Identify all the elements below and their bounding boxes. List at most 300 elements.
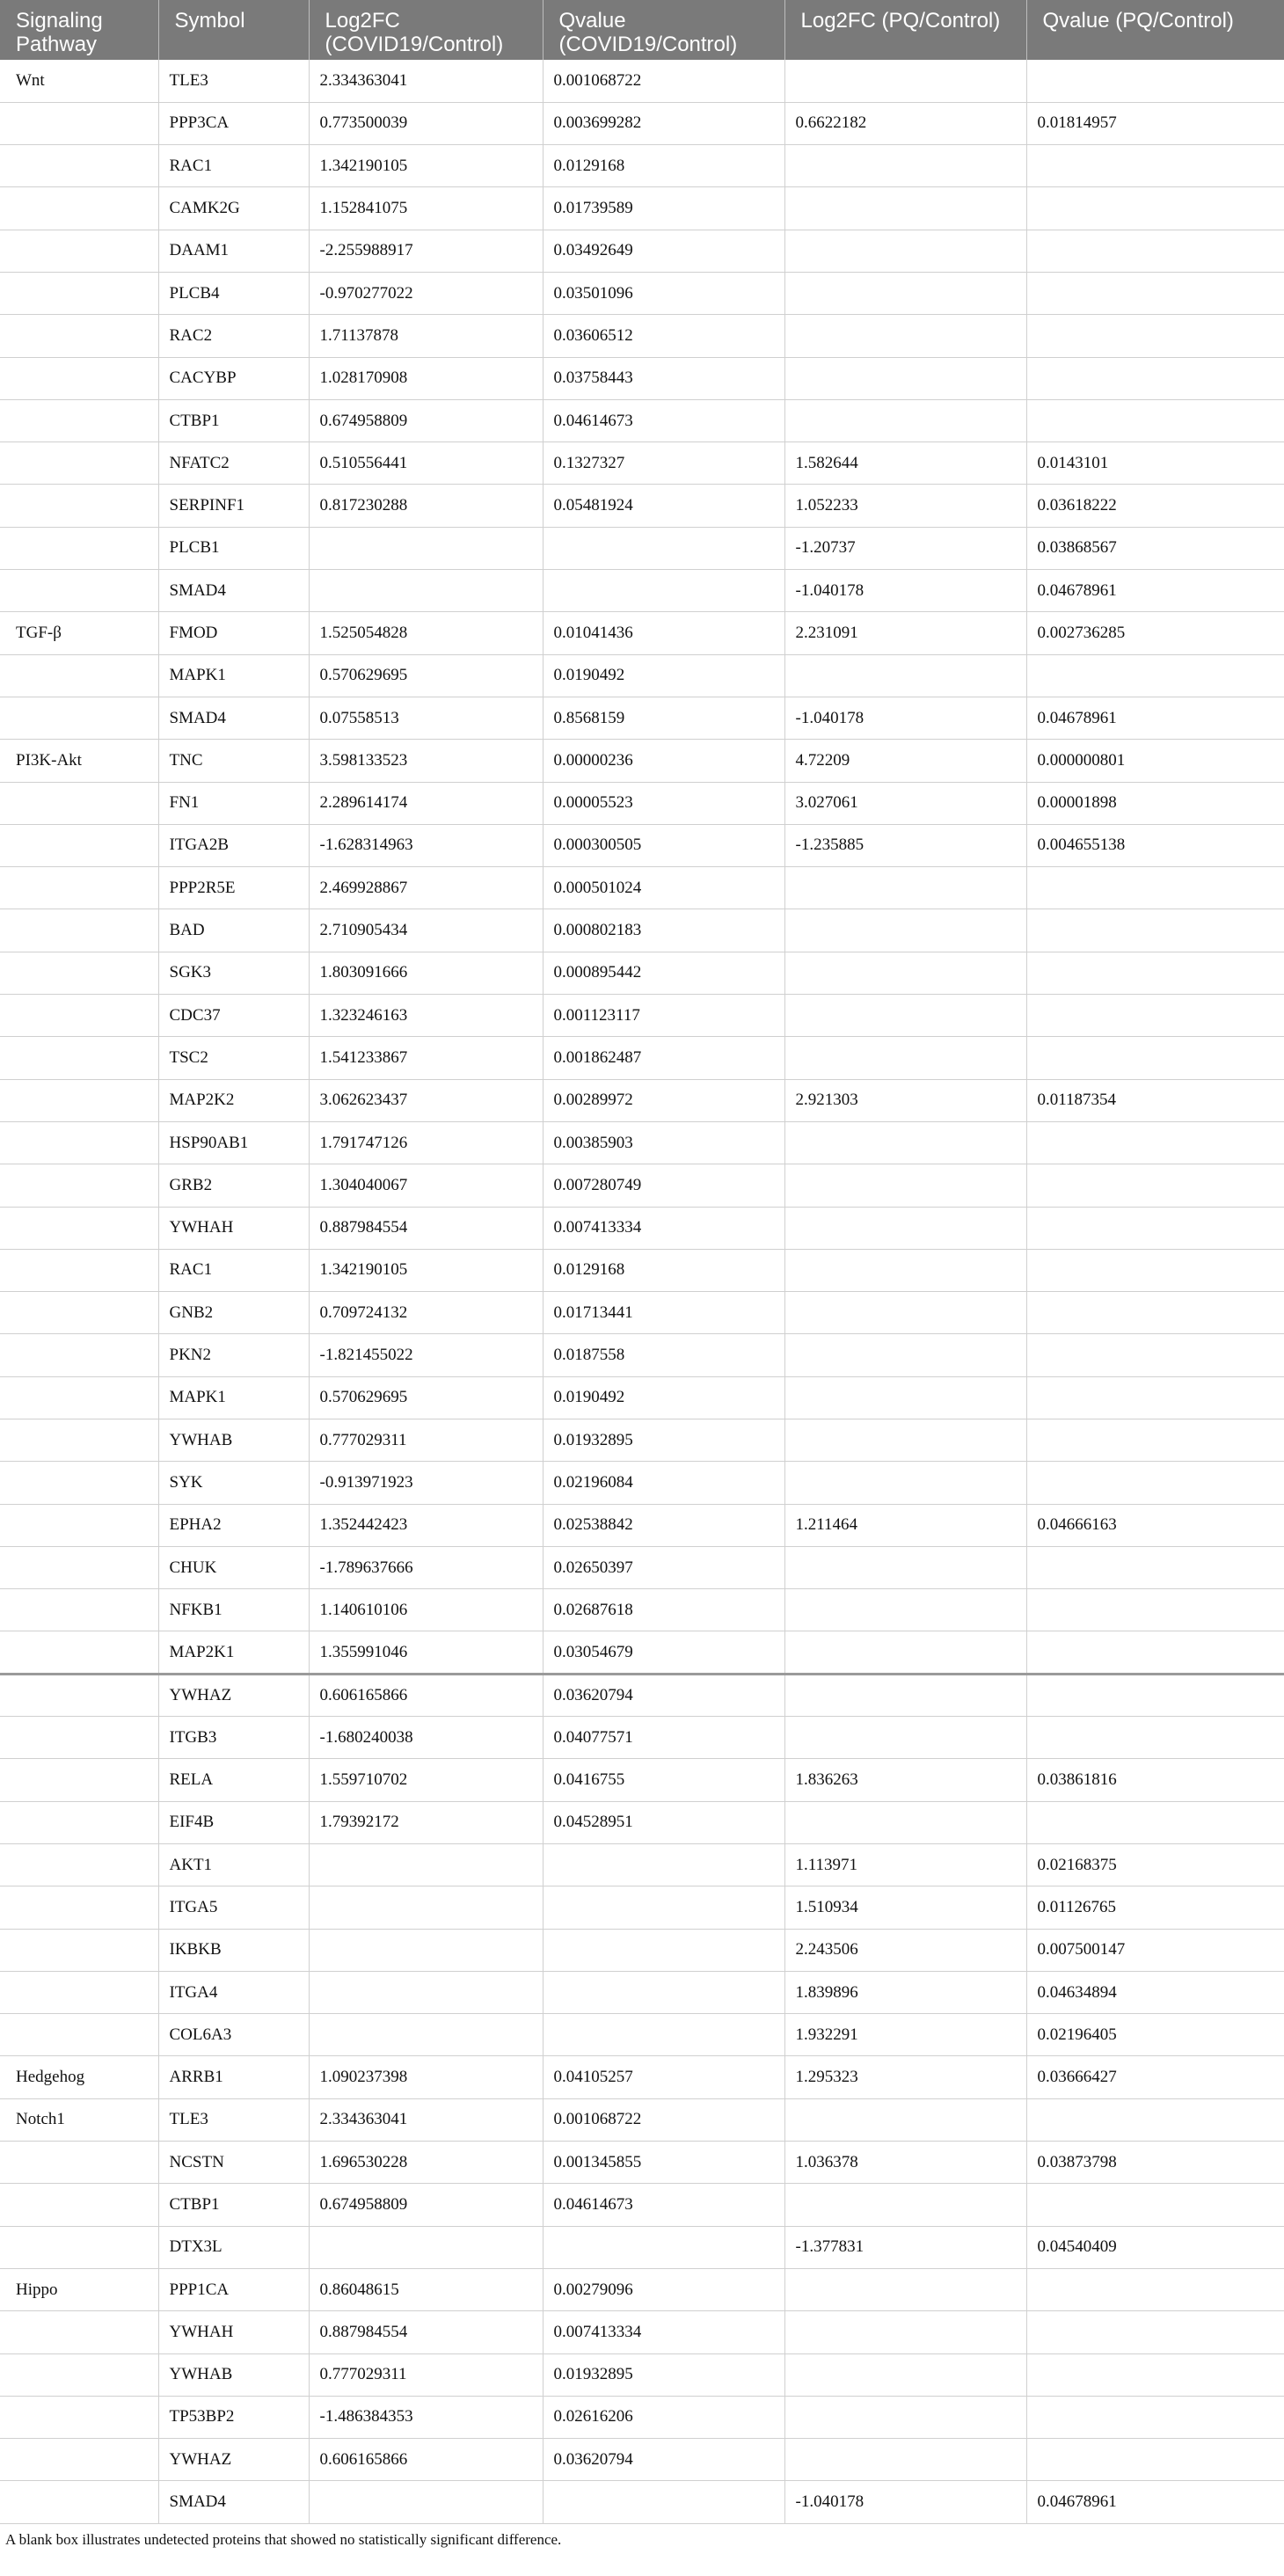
qvalue-covid19-cell: 0.03620794 [543,1674,784,1716]
log2fc-pq-cell [784,399,1026,441]
qvalue-covid19-cell: 0.02538842 [543,1504,784,1546]
log2fc-covid19-cell: 1.71137878 [309,315,543,357]
table-row [0,1843,1284,1886]
table-row [0,2014,1284,2056]
log2fc-covid19-cell: 1.355991046 [309,1631,543,1674]
qvalue-covid19-cell: 0.01932895 [543,2353,784,2396]
pathway-cell [0,399,158,441]
symbol-cell: EIF4B [158,1801,309,1843]
pathway-cell: Hippo [0,2268,158,2310]
qvalue-pq-cell [1026,1631,1284,1674]
log2fc-covid19-cell: 0.674958809 [309,399,543,441]
qvalue-pq-cell [1026,399,1284,441]
table-row [0,1249,1284,1291]
log2fc-covid19-cell: 1.342190105 [309,1249,543,1291]
pathway-cell [0,2481,158,2523]
qvalue-pq-cell [1026,1037,1284,1079]
pathway-cell [0,824,158,866]
table-header [0,0,1284,60]
pathway-cell [0,1971,158,2013]
symbol-cell: PPP2R5E [158,867,309,909]
qvalue-covid19-cell: 0.001068722 [543,2098,784,2141]
qvalue-pq-cell: 0.01814957 [1026,102,1284,144]
table-body [0,60,1284,2523]
log2fc-pq-cell: 1.036378 [784,2142,1026,2184]
qvalue-covid19-cell: 0.000802183 [543,909,784,952]
qvalue-pq-cell: 0.004655138 [1026,824,1284,866]
header-signaling-pathway: Signaling Pathway [0,0,158,60]
qvalue-pq-cell [1026,1249,1284,1291]
symbol-cell: FN1 [158,782,309,824]
log2fc-covid19-cell: 2.334363041 [309,60,543,102]
qvalue-pq-cell: 0.04678961 [1026,2481,1284,2523]
table-row [0,2439,1284,2481]
log2fc-covid19-cell: 0.709724132 [309,1292,543,1334]
table-row [0,1801,1284,1843]
log2fc-covid19-cell: 1.152841075 [309,187,543,230]
log2fc-covid19-cell [309,2226,543,2268]
qvalue-covid19-cell: 0.0187558 [543,1334,784,1376]
symbol-cell: SYK [158,1462,309,1504]
pathway-cell [0,1079,158,1121]
symbol-cell: CACYBP [158,357,309,399]
pathway-cell [0,1631,158,1674]
qvalue-covid19-cell [543,1843,784,1886]
symbol-cell: ITGA5 [158,1886,309,1929]
log2fc-pq-cell: -1.040178 [784,570,1026,612]
qvalue-pq-cell [1026,1546,1284,1588]
table-row [0,2353,1284,2396]
qvalue-covid19-cell: 0.007413334 [543,2311,784,2353]
log2fc-covid19-cell: -1.486384353 [309,2396,543,2438]
log2fc-covid19-cell: 0.07558513 [309,697,543,739]
table-row [0,1631,1284,1674]
symbol-cell: BAD [158,909,309,952]
log2fc-covid19-cell: 3.062623437 [309,1079,543,1121]
pathway-cell [0,1292,158,1334]
table-row [0,1589,1284,1631]
log2fc-covid19-cell: 3.598133523 [309,740,543,782]
symbol-cell: IKBKB [158,1929,309,1971]
qvalue-pq-cell: 0.000000801 [1026,740,1284,782]
symbol-cell: ARRB1 [158,2056,309,2098]
qvalue-pq-cell [1026,230,1284,272]
log2fc-covid19-cell: 0.606165866 [309,1674,543,1716]
log2fc-pq-cell [784,1037,1026,1079]
table-row [0,909,1284,952]
pathway-cell [0,2142,158,2184]
pathway-cell [0,145,158,187]
table-row [0,2268,1284,2310]
qvalue-pq-cell: 0.03618222 [1026,485,1284,527]
symbol-cell: EPHA2 [158,1504,309,1546]
qvalue-pq-cell [1026,952,1284,994]
log2fc-covid19-cell: 1.352442423 [309,1504,543,1546]
pathway-cell [0,782,158,824]
log2fc-pq-cell [784,1121,1026,1164]
log2fc-covid19-cell: 1.090237398 [309,2056,543,2098]
symbol-cell: CDC37 [158,995,309,1037]
qvalue-covid19-cell: 0.00289972 [543,1079,784,1121]
qvalue-covid19-cell: 0.04614673 [543,399,784,441]
symbol-cell: TNC [158,740,309,782]
qvalue-covid19-cell: 0.8568159 [543,697,784,739]
symbol-cell: MAPK1 [158,654,309,697]
table-row [0,442,1284,485]
qvalue-pq-cell [1026,2311,1284,2353]
symbol-cell: YWHAZ [158,2439,309,2481]
qvalue-pq-cell: 0.03873798 [1026,2142,1284,2184]
header-log2fc-pq: Log2FC (PQ/Control) [784,0,1026,60]
table-row [0,1504,1284,1546]
symbol-cell: NCSTN [158,2142,309,2184]
log2fc-covid19-cell: 2.469928867 [309,867,543,909]
symbol-cell: PLCB1 [158,527,309,569]
log2fc-pq-cell: 1.295323 [784,2056,1026,2098]
log2fc-covid19-cell: 0.86048615 [309,2268,543,2310]
table-row [0,2311,1284,2353]
log2fc-pq-cell [784,909,1026,952]
pathway-cell [0,697,158,739]
pathway-cell [0,1759,158,1801]
qvalue-pq-cell [1026,654,1284,697]
log2fc-covid19-cell: 1.79392172 [309,1801,543,1843]
symbol-cell: TP53BP2 [158,2396,309,2438]
symbol-cell: YWHAH [158,1207,309,1249]
table-row [0,1164,1284,1207]
qvalue-covid19-cell: 0.04105257 [543,2056,784,2098]
header-row [0,0,1284,60]
symbol-cell: DAAM1 [158,230,309,272]
pathway-cell [0,1164,158,1207]
symbol-cell: CAMK2G [158,187,309,230]
log2fc-covid19-cell: 1.140610106 [309,1589,543,1631]
qvalue-pq-cell [1026,1674,1284,1716]
symbol-cell: YWHAB [158,2353,309,2396]
log2fc-covid19-cell: 0.777029311 [309,2353,543,2396]
header-qvalue-covid19: Qvalue (COVID19/Control) [543,0,784,60]
pathway-cell [0,2353,158,2396]
log2fc-covid19-cell: 0.887984554 [309,2311,543,2353]
pathway-cell [0,1589,158,1631]
qvalue-pq-cell: 0.04666163 [1026,1504,1284,1546]
pathway-cell [0,1207,158,1249]
log2fc-covid19-cell: 2.334363041 [309,2098,543,2141]
qvalue-pq-cell [1026,1121,1284,1164]
log2fc-pq-cell [784,1334,1026,1376]
pathway-cell [0,2184,158,2226]
qvalue-pq-cell [1026,1419,1284,1462]
log2fc-pq-cell: -1.040178 [784,2481,1026,2523]
table-row [0,1121,1284,1164]
log2fc-covid19-cell: 0.777029311 [309,1419,543,1462]
table-row [0,230,1284,272]
table-row [0,1462,1284,1504]
table-row [0,2396,1284,2438]
log2fc-covid19-cell: -1.680240038 [309,1717,543,1759]
pathway-cell: PI3K-Akt [0,740,158,782]
log2fc-covid19-cell: 0.674958809 [309,2184,543,2226]
log2fc-pq-cell: 1.113971 [784,1843,1026,1886]
symbol-cell: PLCB4 [158,272,309,314]
qvalue-covid19-cell: 0.03620794 [543,2439,784,2481]
qvalue-pq-cell: 0.04678961 [1026,570,1284,612]
qvalue-covid19-cell: 0.00000236 [543,740,784,782]
table-row [0,527,1284,569]
log2fc-pq-cell [784,60,1026,102]
log2fc-covid19-cell: 1.323246163 [309,995,543,1037]
qvalue-pq-cell: 0.0143101 [1026,442,1284,485]
qvalue-covid19-cell: 0.04077571 [543,1717,784,1759]
log2fc-pq-cell [784,1249,1026,1291]
pathway-cell [0,1886,158,1929]
symbol-cell: ITGA4 [158,1971,309,2013]
log2fc-covid19-cell: 2.289614174 [309,782,543,824]
pathway-cell [0,1929,158,1971]
log2fc-pq-cell: -1.377831 [784,2226,1026,2268]
qvalue-covid19-cell [543,1886,784,1929]
table-row [0,2142,1284,2184]
table-row [0,1037,1284,1079]
table-row [0,1717,1284,1759]
table-row [0,2056,1284,2098]
log2fc-pq-cell: 0.6622182 [784,102,1026,144]
qvalue-covid19-cell: 0.03054679 [543,1631,784,1674]
qvalue-covid19-cell: 0.0190492 [543,1376,784,1419]
table-row [0,2481,1284,2523]
pathway-cell [0,527,158,569]
qvalue-covid19-cell [543,2481,784,2523]
table-row [0,1419,1284,1462]
symbol-cell: TLE3 [158,60,309,102]
qvalue-pq-cell: 0.03861816 [1026,1759,1284,1801]
log2fc-pq-cell [784,1631,1026,1674]
qvalue-covid19-cell: 0.04614673 [543,2184,784,2226]
log2fc-pq-cell: 1.836263 [784,1759,1026,1801]
qvalue-pq-cell: 0.007500147 [1026,1929,1284,1971]
log2fc-pq-cell [784,1164,1026,1207]
symbol-cell: COL6A3 [158,2014,309,2056]
table-row [0,1334,1284,1376]
qvalue-covid19-cell: 0.001123117 [543,995,784,1037]
qvalue-pq-cell [1026,1376,1284,1419]
qvalue-covid19-cell: 0.000895442 [543,952,784,994]
qvalue-covid19-cell [543,527,784,569]
qvalue-pq-cell [1026,1717,1284,1759]
table-row [0,1886,1284,1929]
log2fc-pq-cell [784,867,1026,909]
symbol-cell: NFKB1 [158,1589,309,1631]
log2fc-pq-cell: 1.052233 [784,485,1026,527]
symbol-cell: MAPK1 [158,1376,309,1419]
pathway-cell [0,952,158,994]
log2fc-pq-cell: -1.235885 [784,824,1026,866]
log2fc-pq-cell [784,1419,1026,1462]
table-row [0,740,1284,782]
pathway-cell [0,1504,158,1546]
table-row [0,2226,1284,2268]
table-row [0,1376,1284,1419]
log2fc-pq-cell [784,1376,1026,1419]
log2fc-pq-cell [784,1292,1026,1334]
qvalue-pq-cell: 0.03666427 [1026,2056,1284,2098]
log2fc-covid19-cell: -1.821455022 [309,1334,543,1376]
qvalue-covid19-cell: 0.01932895 [543,1419,784,1462]
pathway-cell: Hedgehog [0,2056,158,2098]
table-row [0,1929,1284,1971]
pathway-cell: TGF-β [0,612,158,654]
qvalue-pq-cell: 0.04678961 [1026,697,1284,739]
log2fc-pq-cell [784,995,1026,1037]
symbol-cell: MAP2K1 [158,1631,309,1674]
log2fc-covid19-cell: 1.342190105 [309,145,543,187]
pathway-cell [0,1546,158,1588]
qvalue-covid19-cell [543,2014,784,2056]
qvalue-covid19-cell: 0.00279096 [543,2268,784,2310]
qvalue-pq-cell [1026,2439,1284,2481]
qvalue-covid19-cell: 0.02196084 [543,1462,784,1504]
qvalue-pq-cell [1026,272,1284,314]
qvalue-covid19-cell: 0.0416755 [543,1759,784,1801]
symbol-cell: PKN2 [158,1334,309,1376]
log2fc-covid19-cell [309,1843,543,1886]
log2fc-pq-cell [784,145,1026,187]
symbol-cell: YWHAZ [158,1674,309,1716]
log2fc-pq-cell [784,654,1026,697]
log2fc-covid19-cell: 0.606165866 [309,2439,543,2481]
symbol-cell: SERPINF1 [158,485,309,527]
qvalue-pq-cell: 0.01187354 [1026,1079,1284,1121]
symbol-cell: PPP3CA [158,102,309,144]
table-row [0,485,1284,527]
qvalue-pq-cell [1026,1334,1284,1376]
log2fc-covid19-cell: 1.696530228 [309,2142,543,2184]
pathway-cell [0,442,158,485]
qvalue-covid19-cell: 0.03492649 [543,230,784,272]
qvalue-covid19-cell: 0.00385903 [543,1121,784,1164]
table-row [0,697,1284,739]
qvalue-pq-cell [1026,867,1284,909]
qvalue-covid19-cell: 0.001862487 [543,1037,784,1079]
log2fc-covid19-cell [309,1971,543,2013]
table-row [0,315,1284,357]
log2fc-covid19-cell: 0.570629695 [309,1376,543,1419]
log2fc-pq-cell [784,230,1026,272]
qvalue-covid19-cell: 0.03501096 [543,272,784,314]
table-row [0,2098,1284,2141]
log2fc-covid19-cell: 1.028170908 [309,357,543,399]
log2fc-covid19-cell: 0.510556441 [309,442,543,485]
log2fc-pq-cell [784,1717,1026,1759]
pathway-cell [0,2439,158,2481]
log2fc-covid19-cell: 0.817230288 [309,485,543,527]
qvalue-pq-cell [1026,1292,1284,1334]
qvalue-covid19-cell [543,1971,784,2013]
symbol-cell: MAP2K2 [158,1079,309,1121]
qvalue-pq-cell: 0.04634894 [1026,1971,1284,2013]
symbol-cell: SMAD4 [158,570,309,612]
pathway-cell [0,995,158,1037]
table-row [0,399,1284,441]
qvalue-covid19-cell [543,1929,784,1971]
log2fc-pq-cell [784,2353,1026,2396]
qvalue-pq-cell [1026,1801,1284,1843]
log2fc-covid19-cell: -1.789637666 [309,1546,543,1588]
qvalue-pq-cell [1026,2184,1284,2226]
header-log2fc-covid19: Log2FC (COVID19/Control) [309,0,543,60]
qvalue-pq-cell [1026,145,1284,187]
pathway-cell [0,1249,158,1291]
log2fc-covid19-cell: -0.913971923 [309,1462,543,1504]
symbol-cell: YWHAB [158,1419,309,1462]
log2fc-covid19-cell: 0.570629695 [309,654,543,697]
log2fc-pq-cell [784,1462,1026,1504]
table-row [0,1546,1284,1588]
table-row [0,1292,1284,1334]
symbol-cell: SGK3 [158,952,309,994]
symbol-cell: CHUK [158,1546,309,1588]
qvalue-pq-cell [1026,357,1284,399]
table-row [0,654,1284,697]
log2fc-pq-cell: 3.027061 [784,782,1026,824]
log2fc-covid19-cell: 0.887984554 [309,1207,543,1249]
log2fc-pq-cell [784,315,1026,357]
table-row [0,570,1284,612]
log2fc-pq-cell [784,2396,1026,2438]
symbol-cell: GRB2 [158,1164,309,1207]
log2fc-covid19-cell: 1.541233867 [309,1037,543,1079]
log2fc-pq-cell [784,1674,1026,1716]
qvalue-pq-cell: 0.01126765 [1026,1886,1284,1929]
qvalue-covid19-cell: 0.05481924 [543,485,784,527]
pathway-cell [0,909,158,952]
log2fc-pq-cell [784,2184,1026,2226]
qvalue-covid19-cell [543,570,784,612]
symbol-cell: CTBP1 [158,399,309,441]
table-row [0,1079,1284,1121]
log2fc-covid19-cell [309,2481,543,2523]
table-row [0,1207,1284,1249]
symbol-cell: CTBP1 [158,2184,309,2226]
pathway-cell [0,1674,158,1716]
table-row [0,867,1284,909]
table-row [0,145,1284,187]
table-row [0,60,1284,102]
symbol-cell: HSP90AB1 [158,1121,309,1164]
log2fc-pq-cell [784,2268,1026,2310]
log2fc-covid19-cell: 1.559710702 [309,1759,543,1801]
pathway-cell [0,230,158,272]
log2fc-covid19-cell [309,2014,543,2056]
qvalue-pq-cell [1026,315,1284,357]
qvalue-pq-cell: 0.02196405 [1026,2014,1284,2056]
pathway-cell [0,1121,158,1164]
qvalue-pq-cell: 0.02168375 [1026,1843,1284,1886]
log2fc-pq-cell [784,2439,1026,2481]
log2fc-pq-cell: 1.582644 [784,442,1026,485]
qvalue-pq-cell [1026,1164,1284,1207]
log2fc-covid19-cell: 1.791747126 [309,1121,543,1164]
table-row [0,995,1284,1037]
qvalue-covid19-cell: 0.007280749 [543,1164,784,1207]
table-row [0,102,1284,144]
qvalue-pq-cell [1026,2353,1284,2396]
log2fc-pq-cell: 2.243506 [784,1929,1026,1971]
pathway-cell [0,2396,158,2438]
qvalue-covid19-cell: 0.02616206 [543,2396,784,2438]
pathway-cell [0,1717,158,1759]
log2fc-covid19-cell: 0.773500039 [309,102,543,144]
